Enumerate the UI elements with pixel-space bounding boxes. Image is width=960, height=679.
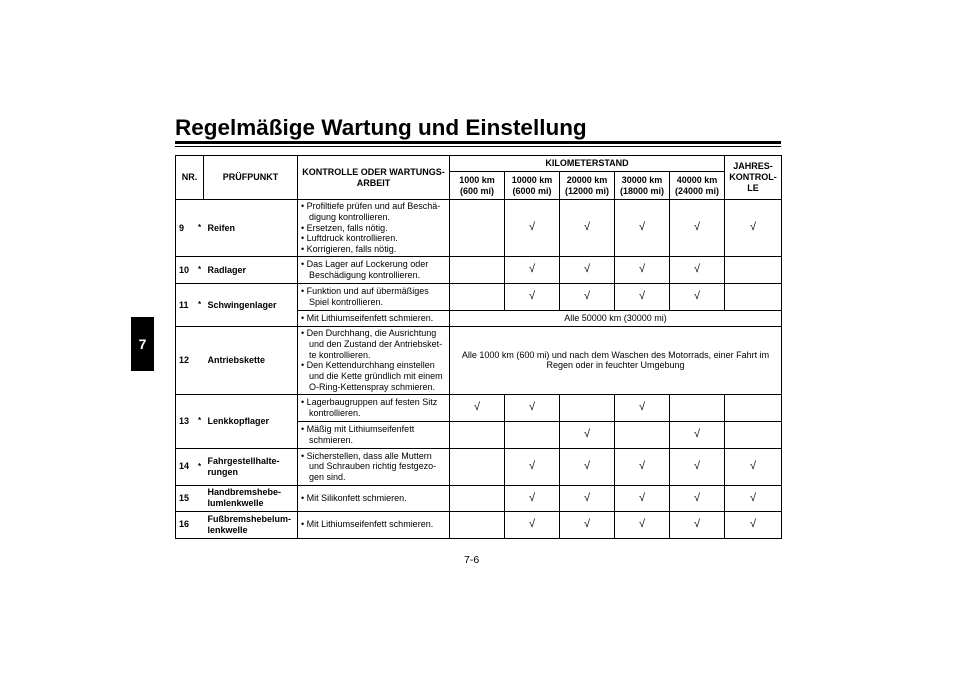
check-cell: √ bbox=[505, 511, 560, 538]
table-row bbox=[176, 448, 782, 485]
check-cell: √ bbox=[505, 200, 560, 257]
row-action: • Das Lager auf Lockerung oder Beschädigung kontrollieren. bbox=[298, 256, 450, 283]
interval-span: Alle 50000 km (30000 mi) bbox=[450, 310, 782, 326]
row-action: • Den Durchhang, die Ausrichtung und den Zustand der Antriebsket-te kontrollieren. • Den Kettendurchhang einstellen und die Kette gründlich mit einem O-Ring-Kettenspray schmieren. bbox=[298, 326, 450, 394]
check-cell: √ bbox=[615, 485, 670, 511]
check-cell bbox=[725, 256, 782, 283]
check-cell: √ bbox=[615, 511, 670, 538]
km-col-header: 10000 km (6000 mi) bbox=[505, 172, 560, 200]
km-col-header: 1000 km (600 mi) bbox=[450, 172, 505, 200]
row-action: • Mit Lithiumseifenfett schmieren. bbox=[298, 511, 450, 538]
page-number: 7-6 bbox=[464, 554, 480, 566]
table-row bbox=[176, 256, 782, 283]
header-action: KONTROLLE ODER WARTUNGS-ARBEIT bbox=[298, 156, 450, 200]
check-cell bbox=[725, 394, 782, 421]
row-star bbox=[196, 326, 204, 394]
check-cell bbox=[670, 394, 725, 421]
row-star: * bbox=[196, 200, 204, 257]
check-cell: √ bbox=[505, 448, 560, 485]
row-part: Radlager bbox=[204, 256, 298, 283]
check-cell: √ bbox=[505, 283, 560, 310]
row-number: 11 bbox=[176, 283, 196, 326]
header-part: PRÜFPUNKT bbox=[204, 156, 298, 200]
header-km: KILOMETERSTAND bbox=[450, 156, 725, 172]
check-cell: √ bbox=[560, 283, 615, 310]
check-cell: √ bbox=[560, 421, 615, 448]
row-part: Handbremshebe-lumlenkwelle bbox=[204, 485, 298, 511]
row-part: Fahrgestellhalte-rungen bbox=[204, 448, 298, 485]
row-action: • Lagerbaugruppen auf festen Sitz kontrollieren. bbox=[298, 394, 450, 421]
row-number: 13 bbox=[176, 394, 196, 448]
check-cell: √ bbox=[670, 421, 725, 448]
check-cell: √ bbox=[560, 485, 615, 511]
check-cell: √ bbox=[560, 511, 615, 538]
row-part: Antriebskette bbox=[204, 326, 298, 394]
row-action: • Mit Silikonfett schmieren. bbox=[298, 485, 450, 511]
table-row bbox=[176, 283, 782, 310]
table-row bbox=[176, 200, 782, 257]
row-number: 14 bbox=[176, 448, 196, 485]
page-title: Regelmäßige Wartung und Einstellung bbox=[175, 115, 587, 140]
check-cell bbox=[505, 421, 560, 448]
row-star bbox=[196, 485, 204, 511]
row-action: • Mäßig mit Lithiumseifenfett schmieren. bbox=[298, 421, 450, 448]
km-col-header: 30000 km (18000 mi) bbox=[615, 172, 670, 200]
check-cell bbox=[450, 283, 505, 310]
check-cell: √ bbox=[450, 394, 505, 421]
row-star bbox=[196, 511, 204, 538]
maintenance-table bbox=[175, 155, 782, 539]
check-cell bbox=[450, 511, 505, 538]
row-number: 16 bbox=[176, 511, 196, 538]
check-cell bbox=[450, 448, 505, 485]
check-cell bbox=[450, 421, 505, 448]
title-rule-thin bbox=[175, 146, 781, 147]
check-cell: √ bbox=[505, 485, 560, 511]
table-row bbox=[176, 485, 782, 511]
check-cell: √ bbox=[505, 256, 560, 283]
header-nr: NR. bbox=[176, 156, 204, 200]
header-annual: JAHRES-KONTROL-LE bbox=[725, 156, 782, 200]
check-cell: √ bbox=[725, 200, 782, 257]
row-number: 12 bbox=[176, 326, 196, 394]
row-part: Lenkkopflager bbox=[204, 394, 298, 448]
check-cell: √ bbox=[670, 200, 725, 257]
row-action: • Mit Lithiumseifenfett schmieren. bbox=[298, 310, 450, 326]
row-part: Reifen bbox=[204, 200, 298, 257]
check-cell: √ bbox=[505, 394, 560, 421]
row-star: * bbox=[196, 394, 204, 448]
check-cell: √ bbox=[725, 448, 782, 485]
check-cell: √ bbox=[725, 485, 782, 511]
row-number: 10 bbox=[176, 256, 196, 283]
table-row bbox=[176, 326, 782, 394]
check-cell: √ bbox=[670, 256, 725, 283]
check-cell: √ bbox=[670, 511, 725, 538]
title-rule bbox=[175, 141, 781, 144]
row-number: 15 bbox=[176, 485, 196, 511]
row-part: Fußbremshebelum-lenkwelle bbox=[204, 511, 298, 538]
check-cell: √ bbox=[670, 448, 725, 485]
check-cell: √ bbox=[670, 283, 725, 310]
check-cell: √ bbox=[615, 448, 670, 485]
check-cell bbox=[615, 421, 670, 448]
row-star: * bbox=[196, 256, 204, 283]
check-cell bbox=[450, 200, 505, 257]
row-action: • Funktion und auf übermäßiges Spiel kontrollieren. bbox=[298, 283, 450, 310]
row-star: * bbox=[196, 283, 204, 326]
chapter-tab: 7 bbox=[131, 317, 154, 371]
km-col-header: 40000 km (24000 mi) bbox=[670, 172, 725, 200]
check-cell: √ bbox=[615, 200, 670, 257]
check-cell bbox=[450, 485, 505, 511]
check-cell: √ bbox=[670, 485, 725, 511]
table-row bbox=[176, 394, 782, 421]
table-row bbox=[176, 511, 782, 538]
row-action: • Sicherstellen, dass alle Muttern und Schrauben richtig festgezo-gen sind. bbox=[298, 448, 450, 485]
check-cell: √ bbox=[560, 448, 615, 485]
check-cell bbox=[725, 283, 782, 310]
check-cell: √ bbox=[615, 394, 670, 421]
row-number: 9 bbox=[176, 200, 196, 257]
check-cell bbox=[560, 394, 615, 421]
interval-span: Alle 1000 km (600 mi) und nach dem Waschen des Motorrads, einer Fahrt im Regen oder in feuchter Umgebung bbox=[450, 326, 782, 394]
check-cell: √ bbox=[560, 256, 615, 283]
check-cell bbox=[450, 256, 505, 283]
check-cell: √ bbox=[560, 200, 615, 257]
km-col-header: 20000 km (12000 mi) bbox=[560, 172, 615, 200]
row-star: * bbox=[196, 448, 204, 485]
check-cell bbox=[725, 421, 782, 448]
check-cell: √ bbox=[615, 256, 670, 283]
row-part: Schwingenlager bbox=[204, 283, 298, 326]
check-cell: √ bbox=[725, 511, 782, 538]
check-cell: √ bbox=[615, 283, 670, 310]
row-action: • Profiltiefe prüfen und auf Beschä-digung kontrollieren. • Ersetzen, falls nötig. • Luftdruck kontrollieren. • Korrigieren, falls nötig. bbox=[298, 200, 450, 257]
